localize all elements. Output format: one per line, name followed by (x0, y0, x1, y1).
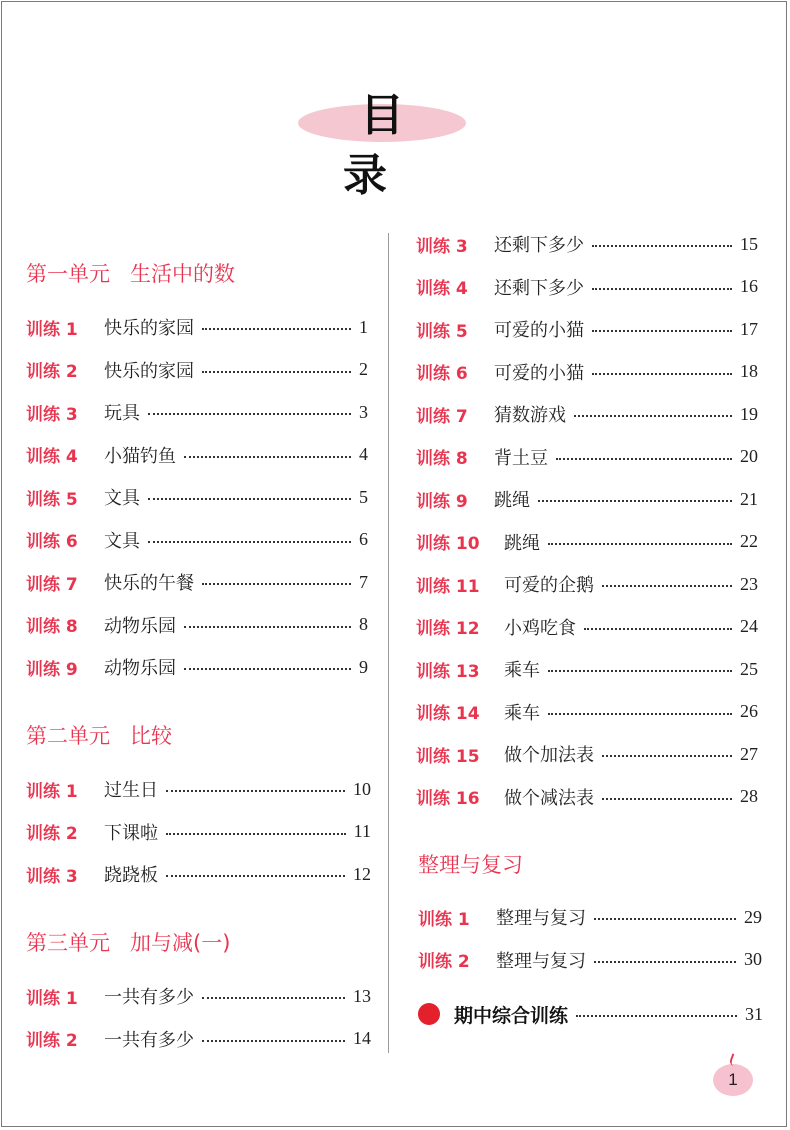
page-ref: 8 (359, 614, 368, 634)
page-ref: 27 (740, 743, 758, 764)
toc-row[interactable] (416, 273, 758, 301)
review-heading: 整理与复习 (418, 853, 523, 877)
exercise-title: 乘车 (504, 702, 540, 724)
exercise-label: 训练 7 (416, 406, 468, 427)
exercise-title: 跷跷板 (104, 865, 158, 886)
toc-row[interactable] (416, 443, 758, 471)
exercise-label: 训练 7 (26, 574, 78, 595)
exercise-label: 训练 1 (26, 781, 78, 802)
exercise-title: 整理与复习 (496, 908, 586, 929)
leader-dots (166, 875, 345, 877)
toc-row[interactable] (418, 903, 762, 931)
page-ref: 18 (740, 361, 758, 381)
exercise-title: 做个减法表 (504, 787, 594, 809)
exercise-title: 快乐的午餐 (104, 573, 194, 594)
toc-row[interactable] (416, 783, 758, 811)
leader-dots (602, 798, 732, 800)
exercise-label: 训练 2 (26, 1031, 78, 1051)
column-divider (388, 233, 389, 1053)
exercise-title: 快乐的家园 (104, 318, 194, 339)
exercise-title: 一共有多少 (104, 987, 194, 1008)
bullet-icon (418, 1003, 440, 1025)
page-ref: 26 (740, 701, 758, 721)
exercise-title: 玩具 (104, 403, 140, 424)
page-ref: 17 (740, 318, 758, 339)
page-ref: 10 (353, 778, 371, 799)
leader-dots (584, 628, 732, 630)
exercise-label: 训练 8 (416, 449, 468, 469)
exercise-label: 训练 3 (26, 404, 78, 425)
exercise-label: 训练 2 (26, 824, 78, 844)
page-ref: 2 (359, 359, 368, 379)
leader-dots (148, 541, 351, 543)
leader-dots (556, 458, 732, 460)
leader-dots (592, 373, 732, 375)
leader-dots (166, 790, 345, 792)
exercise-label: 训练 4 (416, 279, 468, 299)
exercise-title: 动物乐园 (104, 615, 176, 637)
toc-row[interactable] (416, 613, 758, 641)
page-ref: 22 (740, 531, 758, 551)
page-title: 目 录 (343, 90, 438, 201)
page-ref: 25 (740, 658, 758, 679)
exercise-title: 跳绳 (494, 490, 530, 511)
leader-dots (592, 330, 732, 332)
leader-dots (148, 413, 351, 415)
exercise-title: 乘车 (504, 660, 540, 681)
toc-title-block (298, 86, 466, 201)
exercise-title: 小鸡吃食 (504, 617, 576, 639)
exercise-title: 快乐的家园 (104, 360, 194, 382)
toc-row[interactable] (416, 485, 758, 513)
leader-dots (548, 713, 732, 715)
page-ref: 20 (740, 446, 758, 466)
exercise-title: 过生日 (104, 780, 158, 801)
toc-row[interactable] (26, 441, 368, 469)
exercise-label: 训练 2 (26, 362, 78, 382)
page-ref: 29 (744, 906, 762, 927)
toc-row[interactable] (416, 358, 758, 386)
toc-row[interactable] (26, 313, 368, 341)
exercise-title: 可爱的企鹅 (504, 575, 594, 596)
toc-row[interactable] (26, 653, 368, 681)
page-ref: 13 (353, 985, 371, 1006)
leader-dots (202, 1040, 345, 1042)
exercise-label: 训练 9 (26, 659, 78, 680)
exercise-title: 背土豆 (494, 447, 548, 469)
midterm-title: 期中综合训练 (454, 1004, 569, 1027)
midterm-page: 31 (745, 1003, 763, 1024)
leader-dots (574, 415, 732, 417)
leader-dots (594, 918, 736, 920)
page-ref: 4 (359, 444, 368, 464)
exercise-label: 训练 3 (416, 236, 468, 257)
toc-row[interactable] (418, 946, 762, 974)
toc-row[interactable] (416, 740, 758, 768)
exercise-title: 跳绳 (504, 532, 540, 554)
page-number-badge (713, 1064, 753, 1096)
toc-row[interactable] (26, 568, 368, 596)
toc-row[interactable] (416, 528, 758, 556)
page-ref: 7 (359, 571, 368, 592)
exercise-title: 做个加法表 (504, 745, 594, 766)
exercise-title: 可爱的小猫 (494, 320, 584, 341)
toc-row[interactable] (26, 398, 368, 426)
page-ref: 19 (740, 403, 758, 424)
leader-dots (592, 288, 732, 290)
exercise-label: 训练 6 (416, 364, 468, 384)
exercise-title: 文具 (104, 488, 140, 509)
exercise-label: 训练 16 (416, 789, 480, 809)
exercise-label: 训练 6 (26, 532, 78, 552)
leader-dots (548, 543, 732, 545)
exercise-label: 训练 14 (416, 704, 480, 724)
page-ref: 24 (740, 616, 758, 636)
toc-row[interactable] (26, 860, 371, 888)
leader-dots (594, 961, 736, 963)
leader-dots (202, 371, 351, 373)
exercise-title: 动物乐园 (104, 658, 176, 679)
exercise-title: 一共有多少 (104, 1029, 194, 1051)
page-ref: 23 (740, 573, 758, 594)
toc-row[interactable] (416, 315, 758, 343)
leader-dots (166, 833, 346, 835)
exercise-label: 训练 4 (26, 447, 78, 467)
toc-row[interactable] (26, 611, 368, 639)
exercise-title: 整理与复习 (496, 950, 586, 972)
page-ref: 21 (740, 488, 758, 509)
exercise-label: 训练 9 (416, 491, 468, 512)
page-ref: 3 (359, 401, 368, 422)
exercise-title: 小猫钓鱼 (104, 445, 176, 467)
leader-dots (184, 626, 351, 628)
toc-row[interactable] (26, 775, 371, 803)
leader-dots (602, 755, 732, 757)
exercise-label: 训练 12 (416, 619, 480, 639)
leader-dots (602, 585, 732, 587)
toc-row[interactable] (26, 356, 368, 384)
exercise-label: 训练 1 (26, 988, 78, 1009)
exercise-label: 训练 1 (26, 319, 78, 340)
exercise-title: 文具 (104, 530, 140, 552)
unit1-heading: 第一单元 生活中的数 (26, 262, 236, 286)
exercise-label: 训练 2 (418, 952, 470, 972)
toc-row[interactable] (26, 982, 371, 1010)
leader-dots (202, 583, 351, 585)
unit2-heading: 第二单元 比较 (26, 724, 173, 748)
midterm-entry[interactable] (418, 998, 763, 1030)
toc-row[interactable] (26, 526, 368, 554)
page-ref: 14 (353, 1028, 371, 1048)
leader-dots (184, 456, 351, 458)
exercise-label: 训练 8 (26, 617, 78, 637)
page-ref: 12 (353, 863, 371, 884)
leader-dots (576, 1015, 737, 1017)
toc-row[interactable] (26, 1025, 371, 1053)
exercise-label: 训练 13 (416, 661, 480, 682)
toc-row[interactable] (416, 400, 758, 428)
page-ref: 5 (359, 486, 368, 507)
leader-dots (202, 997, 345, 999)
exercise-label: 训练 1 (418, 909, 470, 930)
exercise-title: 可爱的小猫 (494, 362, 584, 384)
page-number: 1 (728, 1070, 738, 1089)
toc-row[interactable] (416, 230, 758, 258)
page-ref: 15 (740, 233, 758, 254)
page-ref: 28 (740, 786, 758, 806)
leader-dots (548, 670, 732, 672)
leader-dots (184, 668, 351, 670)
exercise-title: 下课啦 (104, 822, 158, 844)
toc-row[interactable] (26, 483, 368, 511)
exercise-label: 训练 11 (416, 576, 480, 597)
page-ref: 11 (353, 821, 371, 841)
unit3-heading: 第三单元 加与减(一) (26, 931, 231, 955)
exercise-label: 训练 5 (26, 489, 78, 510)
toc-row[interactable] (416, 698, 758, 726)
exercise-label: 训练 3 (26, 866, 78, 887)
page-ref: 6 (359, 529, 368, 549)
exercise-title: 猜数游戏 (494, 405, 566, 426)
exercise-title: 还剩下多少 (494, 277, 584, 299)
page-ref: 9 (359, 656, 368, 677)
exercise-label: 训练 10 (416, 534, 480, 554)
exercise-label: 训练 15 (416, 746, 480, 767)
leader-dots (202, 328, 351, 330)
page-ref: 30 (744, 949, 762, 969)
page-ref: 1 (359, 316, 368, 337)
toc-row[interactable] (416, 655, 758, 683)
toc-row[interactable] (416, 570, 758, 598)
toc-row[interactable] (26, 818, 371, 846)
exercise-title: 还剩下多少 (494, 235, 584, 256)
exercise-label: 训练 5 (416, 321, 468, 342)
page-ref: 16 (740, 276, 758, 296)
leader-dots (148, 498, 351, 500)
leader-dots (538, 500, 732, 502)
leader-dots (592, 245, 732, 247)
